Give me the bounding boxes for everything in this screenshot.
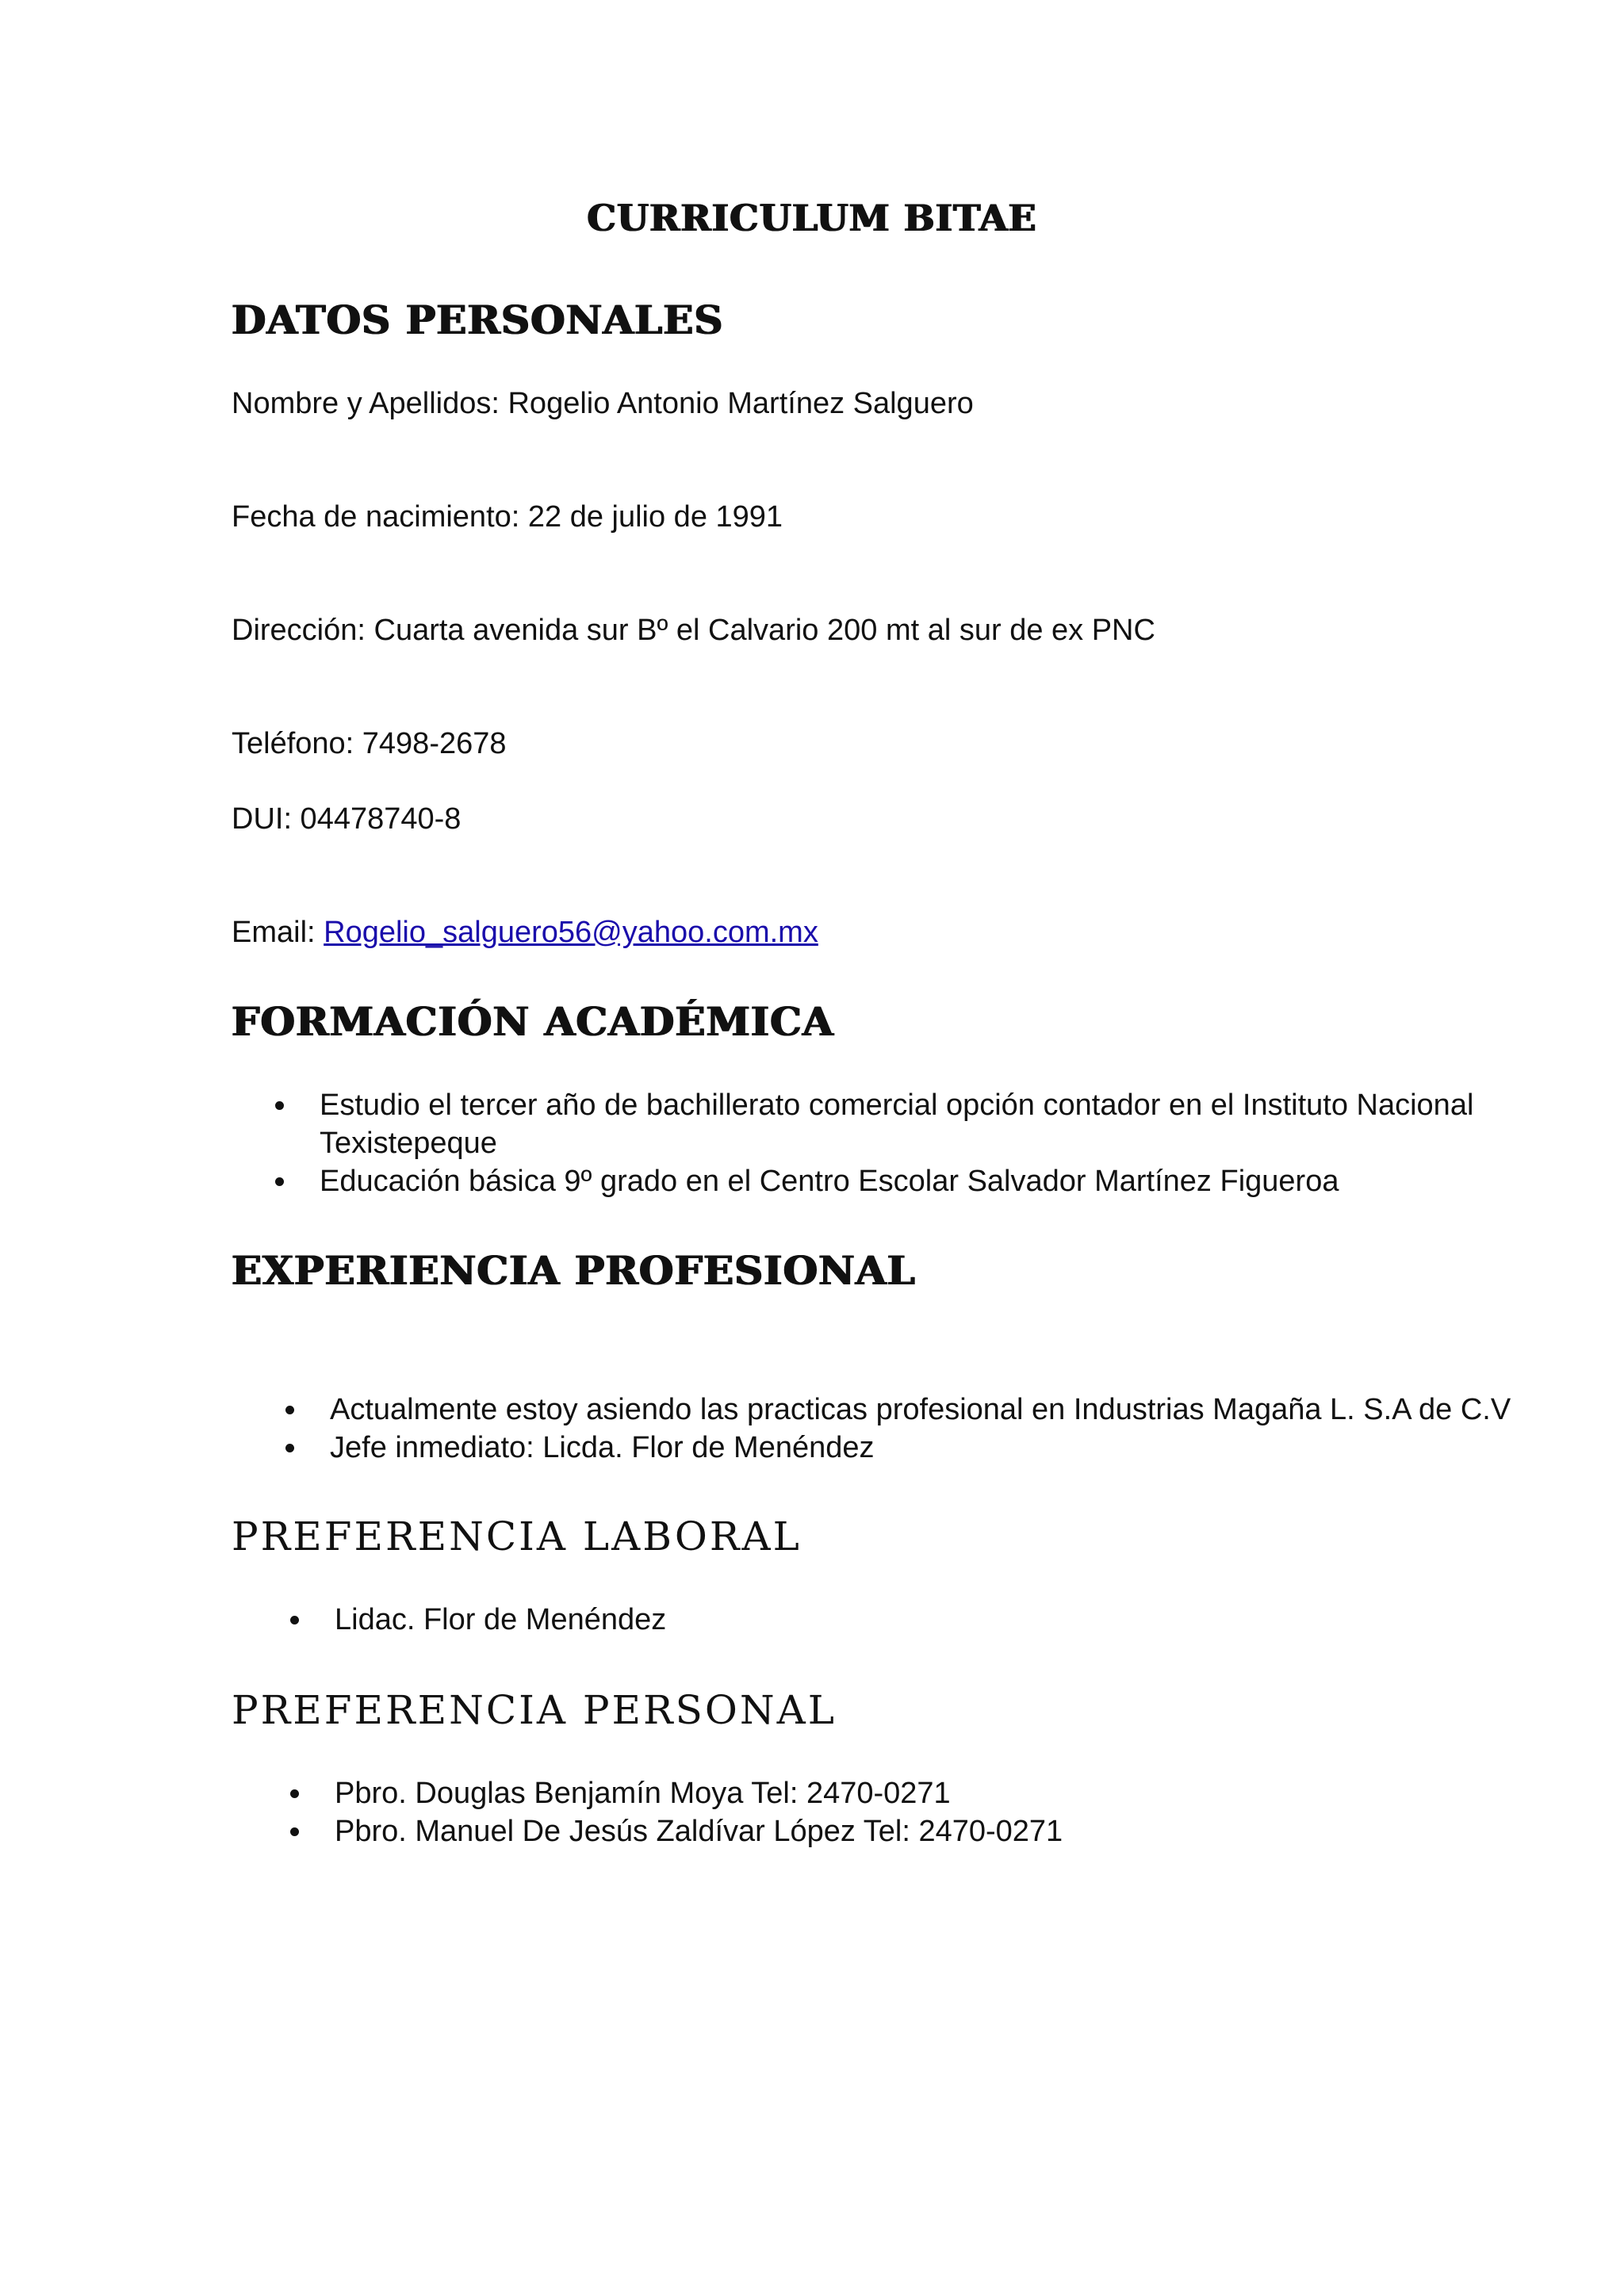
bullet-icon <box>275 1101 284 1110</box>
heading-formacion-academica: FORMACIÓN ACADÉMICA <box>232 998 834 1045</box>
email-line <box>232 913 818 951</box>
bullet-icon <box>290 1616 299 1624</box>
list-item: Pbro. Douglas Benjamín Moya Tel: 2470-0271 <box>335 1774 1063 1812</box>
telefono-line: Teléfono: 7498-2678 <box>232 727 507 760</box>
list-item: Educación básica 9º grado en el Centro Escolar Salvador Martínez Figueroa <box>320 1162 1473 1200</box>
experiencia-list <box>330 1391 1511 1467</box>
list-item: Lidac. Flor de Menéndez <box>335 1601 666 1639</box>
list-item: Jefe inmediato: Licda. Flor de Menéndez <box>330 1429 1511 1467</box>
email-link[interactable]: Rogelio_salguero56@yahoo.com.mx <box>324 916 818 949</box>
heading-preferencia-personal: PREFERENCIA PERSONAL <box>232 1687 837 1733</box>
bullet-icon <box>275 1177 284 1186</box>
heading-preferencia-laboral: PREFERENCIA LABORAL <box>232 1513 802 1559</box>
preferencia-personal-list <box>335 1774 1063 1850</box>
dui-line: DUI: 04478740-8 <box>232 802 462 836</box>
list-item-continuation: Texistepeque <box>320 1127 497 1160</box>
list-item: Estudio el tercer año de bachillerato comercial opción contador en el Instituto Nacional <box>320 1086 1473 1124</box>
formacion-list <box>320 1086 1473 1200</box>
nombre-line: Nombre y Apellidos: Rogelio Antonio Martínez Salguero <box>232 387 974 420</box>
heading-datos-personales: DATOS PERSONALES <box>232 297 724 343</box>
bullet-icon <box>285 1444 294 1452</box>
list-item: Pbro. Manuel De Jesús Zaldívar López Tel: 2470-0271 <box>335 1812 1063 1850</box>
direccion-line: Dirección: Cuarta avenida sur Bº el Calvario 200 mt al sur de ex PNC <box>232 614 1155 647</box>
preferencia-laboral-list <box>335 1601 666 1639</box>
email-label: Email: <box>232 916 324 949</box>
document-title: CURRICULUM BITAE <box>587 197 1037 239</box>
bullet-icon <box>290 1827 299 1836</box>
heading-experiencia-profesional: EXPERIENCIA PROFESIONAL <box>232 1247 916 1294</box>
bullet-icon <box>285 1406 294 1414</box>
fecha-nacimiento-line: Fecha de nacimiento: 22 de julio de 1991 <box>232 500 783 534</box>
list-item: Actualmente estoy asiendo las practicas profesional en Industrias Magaña L. S.A de C.V <box>330 1391 1511 1429</box>
bullet-icon <box>290 1789 299 1798</box>
